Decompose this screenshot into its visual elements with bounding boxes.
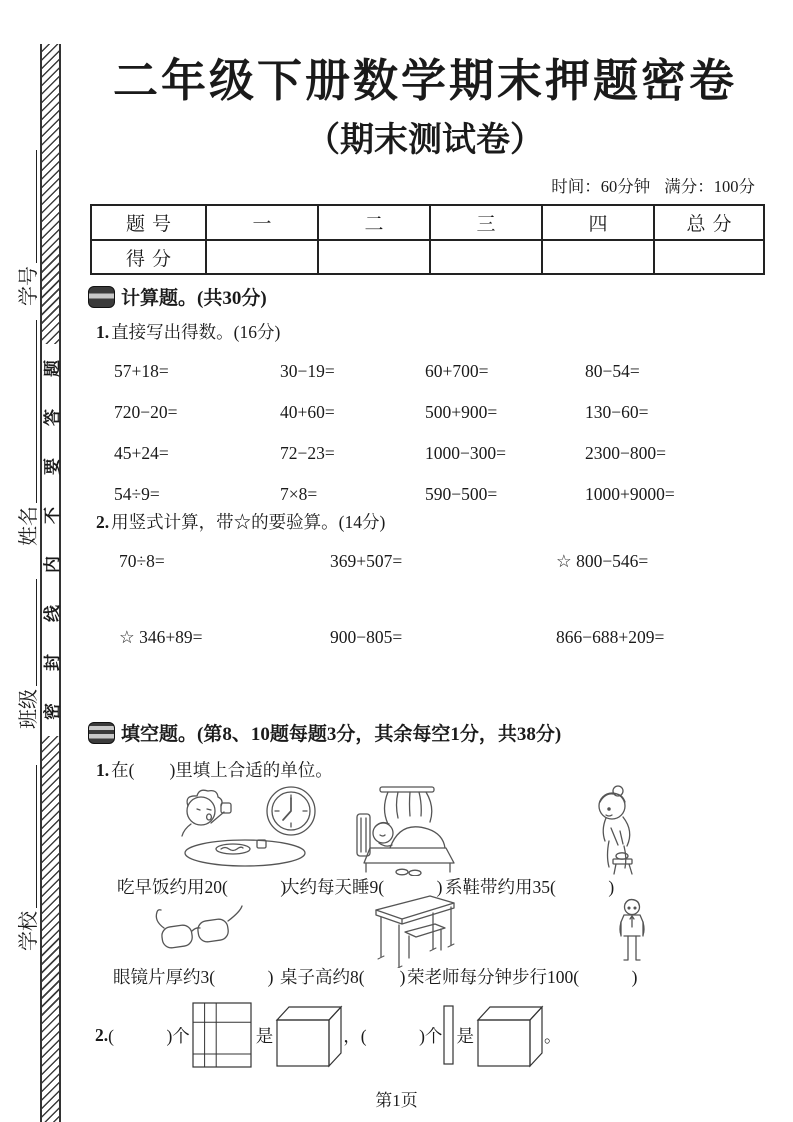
score-cell-empty <box>318 240 430 274</box>
score-cell-empty <box>542 240 654 274</box>
unit-caption-shoelace: 系鞋带约用35( ) <box>445 877 615 897</box>
score-cell-empty <box>430 240 542 274</box>
problem: 57+18= <box>114 361 169 381</box>
fill-q2-number: 2. <box>95 1024 109 1045</box>
school-label: 学校 <box>18 911 40 951</box>
score-table-header-row <box>91 205 764 240</box>
unit-caption-breakfast: 吃早饭约用20( ) <box>117 877 287 897</box>
seal-hatch-bottom <box>42 736 59 1122</box>
problem: 54÷9= <box>114 484 160 504</box>
unit-caption-walking: 荣老师每分钟步行100( ) <box>407 967 638 987</box>
seal-char: 题 <box>43 360 62 377</box>
problem: 72−23= <box>280 443 335 463</box>
school-field <box>11 765 41 951</box>
col-two: 二 <box>318 205 430 240</box>
vertical-problem: 369+507= <box>330 551 403 571</box>
section-calc-points: (共30分) <box>197 288 267 309</box>
col-four: 四 <box>542 205 654 240</box>
vertical-problem-starred: ☆ 800−546= <box>556 551 649 571</box>
seal-char: 线 <box>43 605 62 622</box>
seal-char: 密 <box>43 703 62 720</box>
seal-char: 封 <box>43 654 62 671</box>
section-fill-header <box>88 719 561 746</box>
problem: 720−20= <box>114 402 178 422</box>
student-number-field <box>11 150 41 306</box>
student-number-label: 学号 <box>18 266 40 306</box>
desk-illustration <box>372 892 458 968</box>
score-table <box>90 204 765 275</box>
oral-calculation-grid <box>114 361 765 505</box>
problem: 80−54= <box>585 361 640 381</box>
seal-char: 答 <box>43 409 62 426</box>
calc-q1-text: 直接写出得数。(16分) <box>111 322 281 342</box>
fill-q2-is-1: 是 <box>255 1025 274 1046</box>
calc-q1-heading <box>96 319 280 344</box>
seal-line-strip <box>40 44 61 1122</box>
thousand-cube-icon <box>474 1002 544 1068</box>
seal-char: 内 <box>43 556 62 573</box>
hundred-flat-icon <box>190 1000 256 1070</box>
seal-char: 不 <box>43 507 62 524</box>
col-one: 一 <box>206 205 318 240</box>
score-cell-empty <box>206 240 318 274</box>
unit-caption-sleep: 大约每天睡9( ) <box>282 877 443 897</box>
exam-subtitle: （期末测试卷） <box>306 122 544 159</box>
exam-meta <box>551 173 755 197</box>
vertical-calc-row-2 <box>119 627 786 648</box>
vertical-calc-row-1 <box>119 551 786 572</box>
section-one-badge-icon <box>88 286 115 308</box>
fill-q1-text: 在( )里填上合适的单位。 <box>111 760 333 780</box>
section-calc-header <box>88 283 267 310</box>
fill-q2-line <box>95 999 561 1071</box>
fill-q2-is-2: 是 <box>456 1025 474 1046</box>
col-total: 总分 <box>654 205 764 240</box>
thousand-cube-icon <box>273 1002 343 1068</box>
fill-q2-blank-1: ( )个 <box>108 1025 190 1046</box>
fill-q1-number: 1. <box>96 760 110 780</box>
problem: 60+700= <box>425 361 489 381</box>
problem: 500+900= <box>425 402 498 422</box>
section-fill-title: 填空题。 <box>121 724 198 745</box>
col-three: 三 <box>430 205 542 240</box>
girl-tying-shoelace-illustration <box>583 784 647 876</box>
student-number-blank-line <box>36 150 37 263</box>
problem: 40+60= <box>280 402 335 422</box>
class-blank-line <box>36 579 37 686</box>
problem: 590−500= <box>425 484 498 504</box>
school-blank-line <box>36 765 37 908</box>
exam-title: 二年级下册数学期末押题密卷 <box>112 56 737 106</box>
question-number-header: 题号 <box>91 205 206 240</box>
vertical-problem-starred: ☆ 346+89= <box>119 627 203 647</box>
vertical-problem: 70÷8= <box>119 551 165 571</box>
section-fill-points: (第8、10题每题3分，其余每空1分，共38分) <box>197 724 562 745</box>
calc-q2-text: 用竖式计算，带☆的要验算。(14分) <box>111 512 386 532</box>
full-score: 满分：100分 <box>664 177 755 196</box>
calc-q2-heading <box>96 509 385 534</box>
score-table-score-row <box>91 240 764 274</box>
problem: 1000−300= <box>425 443 506 463</box>
problem: 2300−800= <box>585 443 666 463</box>
student-name-field <box>11 320 41 546</box>
section-calc-title: 计算题。 <box>121 288 198 309</box>
child-sleeping-illustration <box>352 784 458 876</box>
fill-q2-blank-2: ，( )个 <box>343 1025 443 1046</box>
problem: 1000+9000= <box>585 484 675 504</box>
student-name-label: 姓名 <box>18 506 40 546</box>
eyeglasses-illustration <box>152 901 247 961</box>
seal-hatch-top <box>42 44 59 344</box>
page-number: 第1页 <box>375 1091 418 1110</box>
calc-q2-number: 2. <box>96 512 110 532</box>
fill-q1-heading <box>96 757 333 782</box>
score-row-label: 得分 <box>91 240 206 274</box>
score-cell-empty <box>654 240 764 274</box>
problem: 30−19= <box>280 361 335 381</box>
unit-caption-desk: 桌子高约8( ) <box>280 967 406 987</box>
problem: 130−60= <box>585 402 649 422</box>
class-label: 班级 <box>18 689 40 729</box>
vertical-problem: 866−688+209= <box>556 627 665 647</box>
unit-caption-lens: 眼镜片厚约3( ) <box>113 967 274 987</box>
problem: 45+24= <box>114 443 169 463</box>
student-name-blank-line <box>36 320 37 503</box>
calc-q1-number: 1. <box>96 322 110 342</box>
teacher-illustration <box>611 897 653 967</box>
fill-q2-period: 。 <box>543 1025 562 1046</box>
class-field <box>11 579 41 729</box>
problem: 7×8= <box>280 484 318 504</box>
vertical-problem: 900−805= <box>330 627 403 647</box>
time-limit: 时间：60分钟 <box>551 177 651 196</box>
section-two-badge-icon <box>88 722 115 744</box>
ten-rod-icon <box>442 1005 456 1065</box>
breakfast-clock-illustration <box>163 783 335 873</box>
seal-char: 要 <box>43 458 62 475</box>
